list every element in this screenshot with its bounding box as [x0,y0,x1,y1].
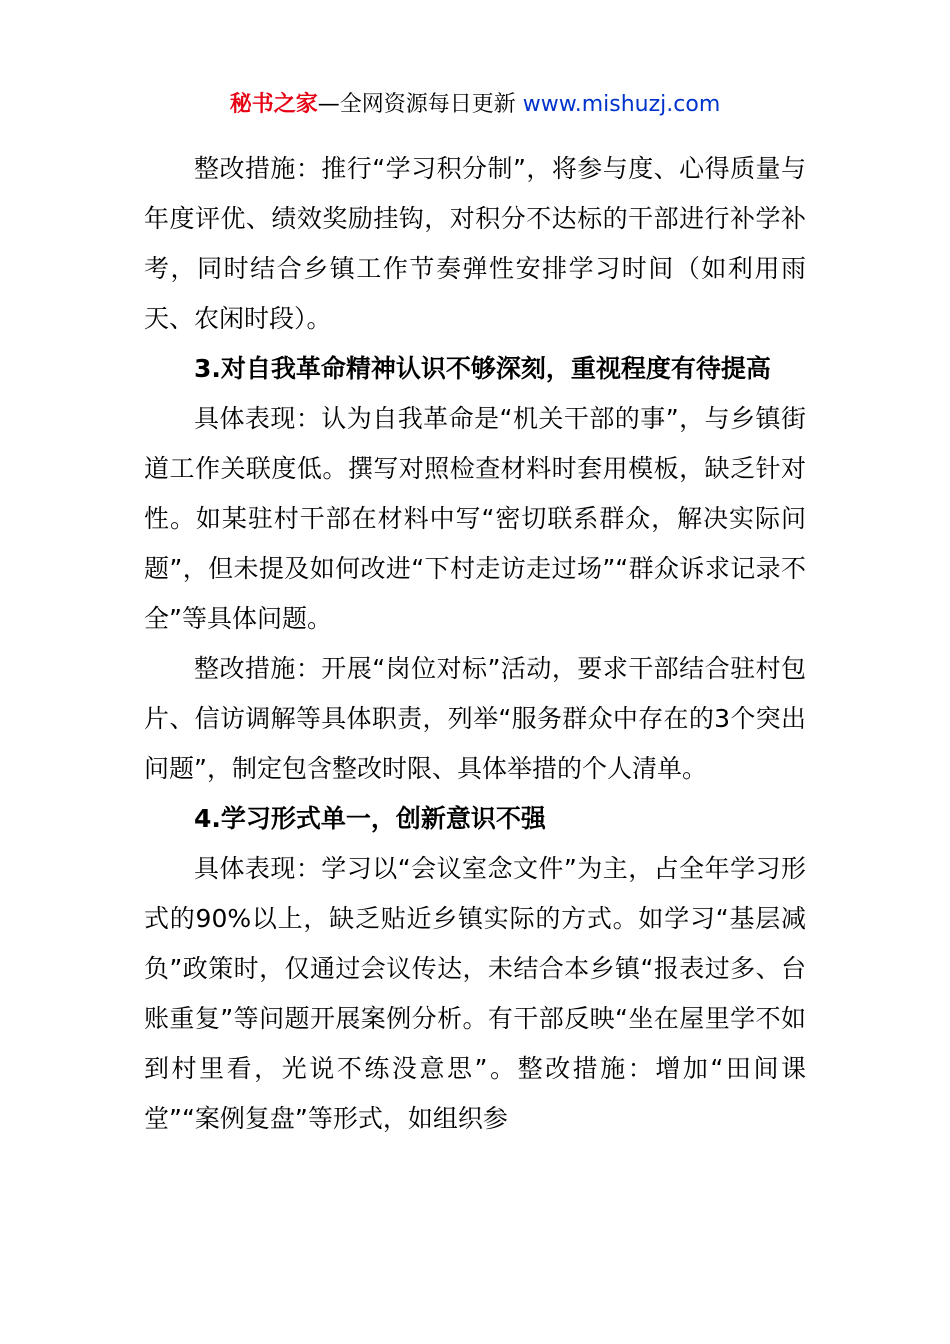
site-url-link[interactable]: www.mishuzj.com [522,92,721,117]
header-tagline: 全网资源每日更新 [339,92,516,117]
paragraph: 整改措施：推行“学习积分制”，将参与度、心得质量与年度评优、绩效奖励挂钩，对积分不达标的干部进行补学补考，同时结合乡镇工作节奏弹性安排学习时间（如利用雨天、农闲时段）。 [144,154,806,333]
site-header [0,88,950,122]
document-body [144,144,806,1144]
paragraph: 具体表现：认为自我革命是“机关干部的事”，与乡镇街道工作关联度低。撰写对照检查材料时套用模板，缺乏针对性。如某驻村干部在材料中写“密切联系群众，解决实际问题”，但未提及如何改进“下村走访走过场”“群众诉求记录不全”等具体问题。 [144,404,806,633]
section-heading: 4.学习形式单一，创新意识不强 [194,804,546,833]
paragraph: 整改措施：开展“岗位对标”活动，要求干部结合驻村包片、信访调解等具体职责，列举“服务群众中存在的3个突出问题”，制定包含整改时限、具体举措的个人清单。 [144,654,806,783]
paragraph: 具体表现：学习以“会议室念文件”为主，占全年学习形式的90%以上，缺乏贴近乡镇实际的方式。如学习“基层减负”政策时，仅通过会议传达，未结合本乡镇“报表过多、台账重复”等问题开展案例分析。有干部反映“坐在屋里学不如到村里看，光说不练没意思”。整改措施：增加“田间课堂”“案例复盘”等形式，如组织参 [144,854,806,1133]
section-heading: 3.对自我革命精神认识不够深刻，重视程度有待提高 [194,354,771,383]
header-separator: — [317,92,340,117]
brand-name: 秘书之家 [229,92,318,117]
